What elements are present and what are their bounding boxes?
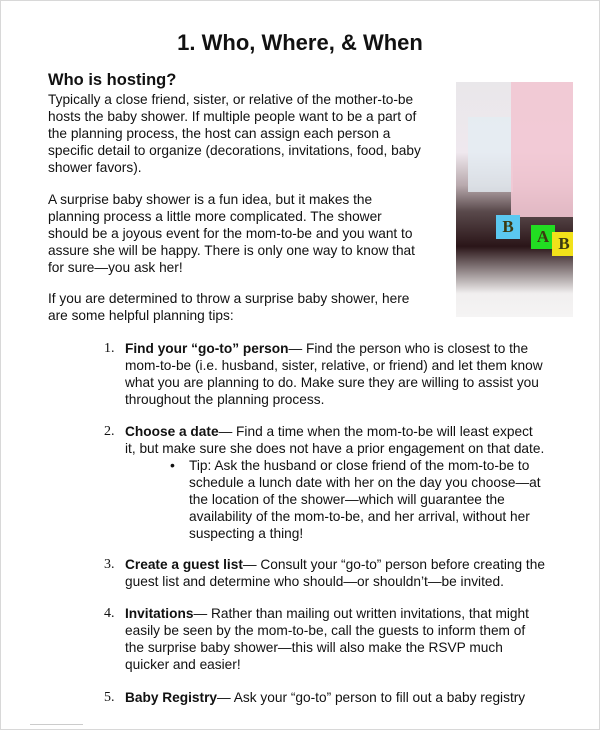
page-corner-line: [30, 724, 83, 725]
bullet-line: Tip: Ask the husband or close friend of the mom-to-be to: [189, 458, 530, 473]
photo-block: B: [552, 232, 573, 256]
photo-block: A: [531, 225, 555, 249]
list-item-line: guest list and determine who should—or shouldn’t—be invited.: [125, 574, 504, 589]
paragraph-line: are some helpful planning tips:: [48, 308, 234, 323]
bullet-line: availability of the mom-to-be, and her arrival, without her: [189, 509, 530, 524]
list-item-title: Invitations: [125, 606, 194, 621]
paragraph-line: hosts the baby shower. If multiple people want to be a part of: [48, 109, 417, 124]
list-item-line: quicker and easier!: [125, 657, 241, 672]
paragraph-line: planning process a little more complicated. The shower: [48, 209, 382, 224]
list-item-text: — Find a time when the mom-to-be will least expect: [218, 424, 533, 439]
list-item-line: what you are planning to do. Make sure they are willing to assist you: [125, 375, 539, 390]
bullet-icon: •: [170, 457, 175, 473]
list-item-text: — Find the person who is closest to the: [288, 341, 529, 356]
paragraph-line: assure she will be happy. There is only one way to know that: [48, 243, 415, 258]
list-item-line: easily be seen by the mom-to-be, call the guests to inform them of: [125, 623, 526, 638]
paragraph-line: the planning process, the host can assign each person a: [48, 126, 391, 141]
list-item-line: [125, 556, 545, 573]
list-number: 5.: [104, 690, 115, 705]
list-number: 3.: [104, 557, 115, 572]
photo-gift-bag: [511, 82, 573, 217]
list-item-title: Baby Registry: [125, 690, 218, 705]
list-number: 4.: [104, 606, 115, 621]
baby-blocks-photo: [456, 82, 573, 317]
list-item-line: throughout the planning process.: [125, 392, 325, 407]
bullet-line: schedule a lunch date with her on the day you choose—at: [189, 475, 541, 490]
list-number: 2.: [104, 424, 115, 439]
list-item-line: it, but make sure she does not have a prior engagement on that date.: [125, 441, 545, 456]
bullet-line: the location of the shower—which will guarantee the: [189, 492, 505, 507]
list-item-line: [125, 689, 525, 706]
paragraph-line: Typically a close friend, sister, or relative of the mother-to-be: [48, 92, 414, 107]
photo-gift-box: [468, 117, 513, 192]
list-item-title: Choose a date: [125, 424, 219, 439]
list-item-line: mom-to-be (i.e. husband, sister, relative, or friend) and let them know: [125, 358, 543, 373]
bullet-line: suspecting a thing!: [189, 526, 304, 541]
list-item-line: [125, 605, 529, 622]
photo-block: B: [496, 215, 520, 239]
list-item-line: [125, 340, 528, 357]
list-item-text: — Rather than mailing out written invitations, that might: [193, 606, 529, 621]
paragraph-line: specific detail to organize (decorations, invitations, food, baby: [48, 143, 421, 158]
list-item-text: — Consult your “go-to” person before creating the: [242, 557, 545, 572]
list-item-text: — Ask your “go-to” person to fill out a baby registry: [217, 690, 526, 705]
paragraph-line: shower favors).: [48, 160, 142, 175]
list-number: 1.: [104, 341, 115, 356]
list-item-title: Create a guest list: [125, 557, 243, 572]
paragraph-line: A surprise baby shower is a fun idea, but it makes the: [48, 192, 373, 207]
list-item-title: Find your “go-to” person: [125, 341, 289, 356]
section-heading: Who is hosting?: [48, 71, 177, 89]
page-title: 1. Who, Where, & When: [177, 30, 423, 55]
list-item-line: [125, 423, 533, 440]
paragraph-line: should be a joyous event for the mom-to-be and you want to: [48, 226, 413, 241]
list-item-line: the surprise baby shower—this will also make the RSVP much: [125, 640, 503, 655]
paragraph-line: If you are determined to throw a surprise baby shower, here: [48, 291, 410, 306]
paragraph-line: for sure—you ask her!: [48, 260, 183, 275]
